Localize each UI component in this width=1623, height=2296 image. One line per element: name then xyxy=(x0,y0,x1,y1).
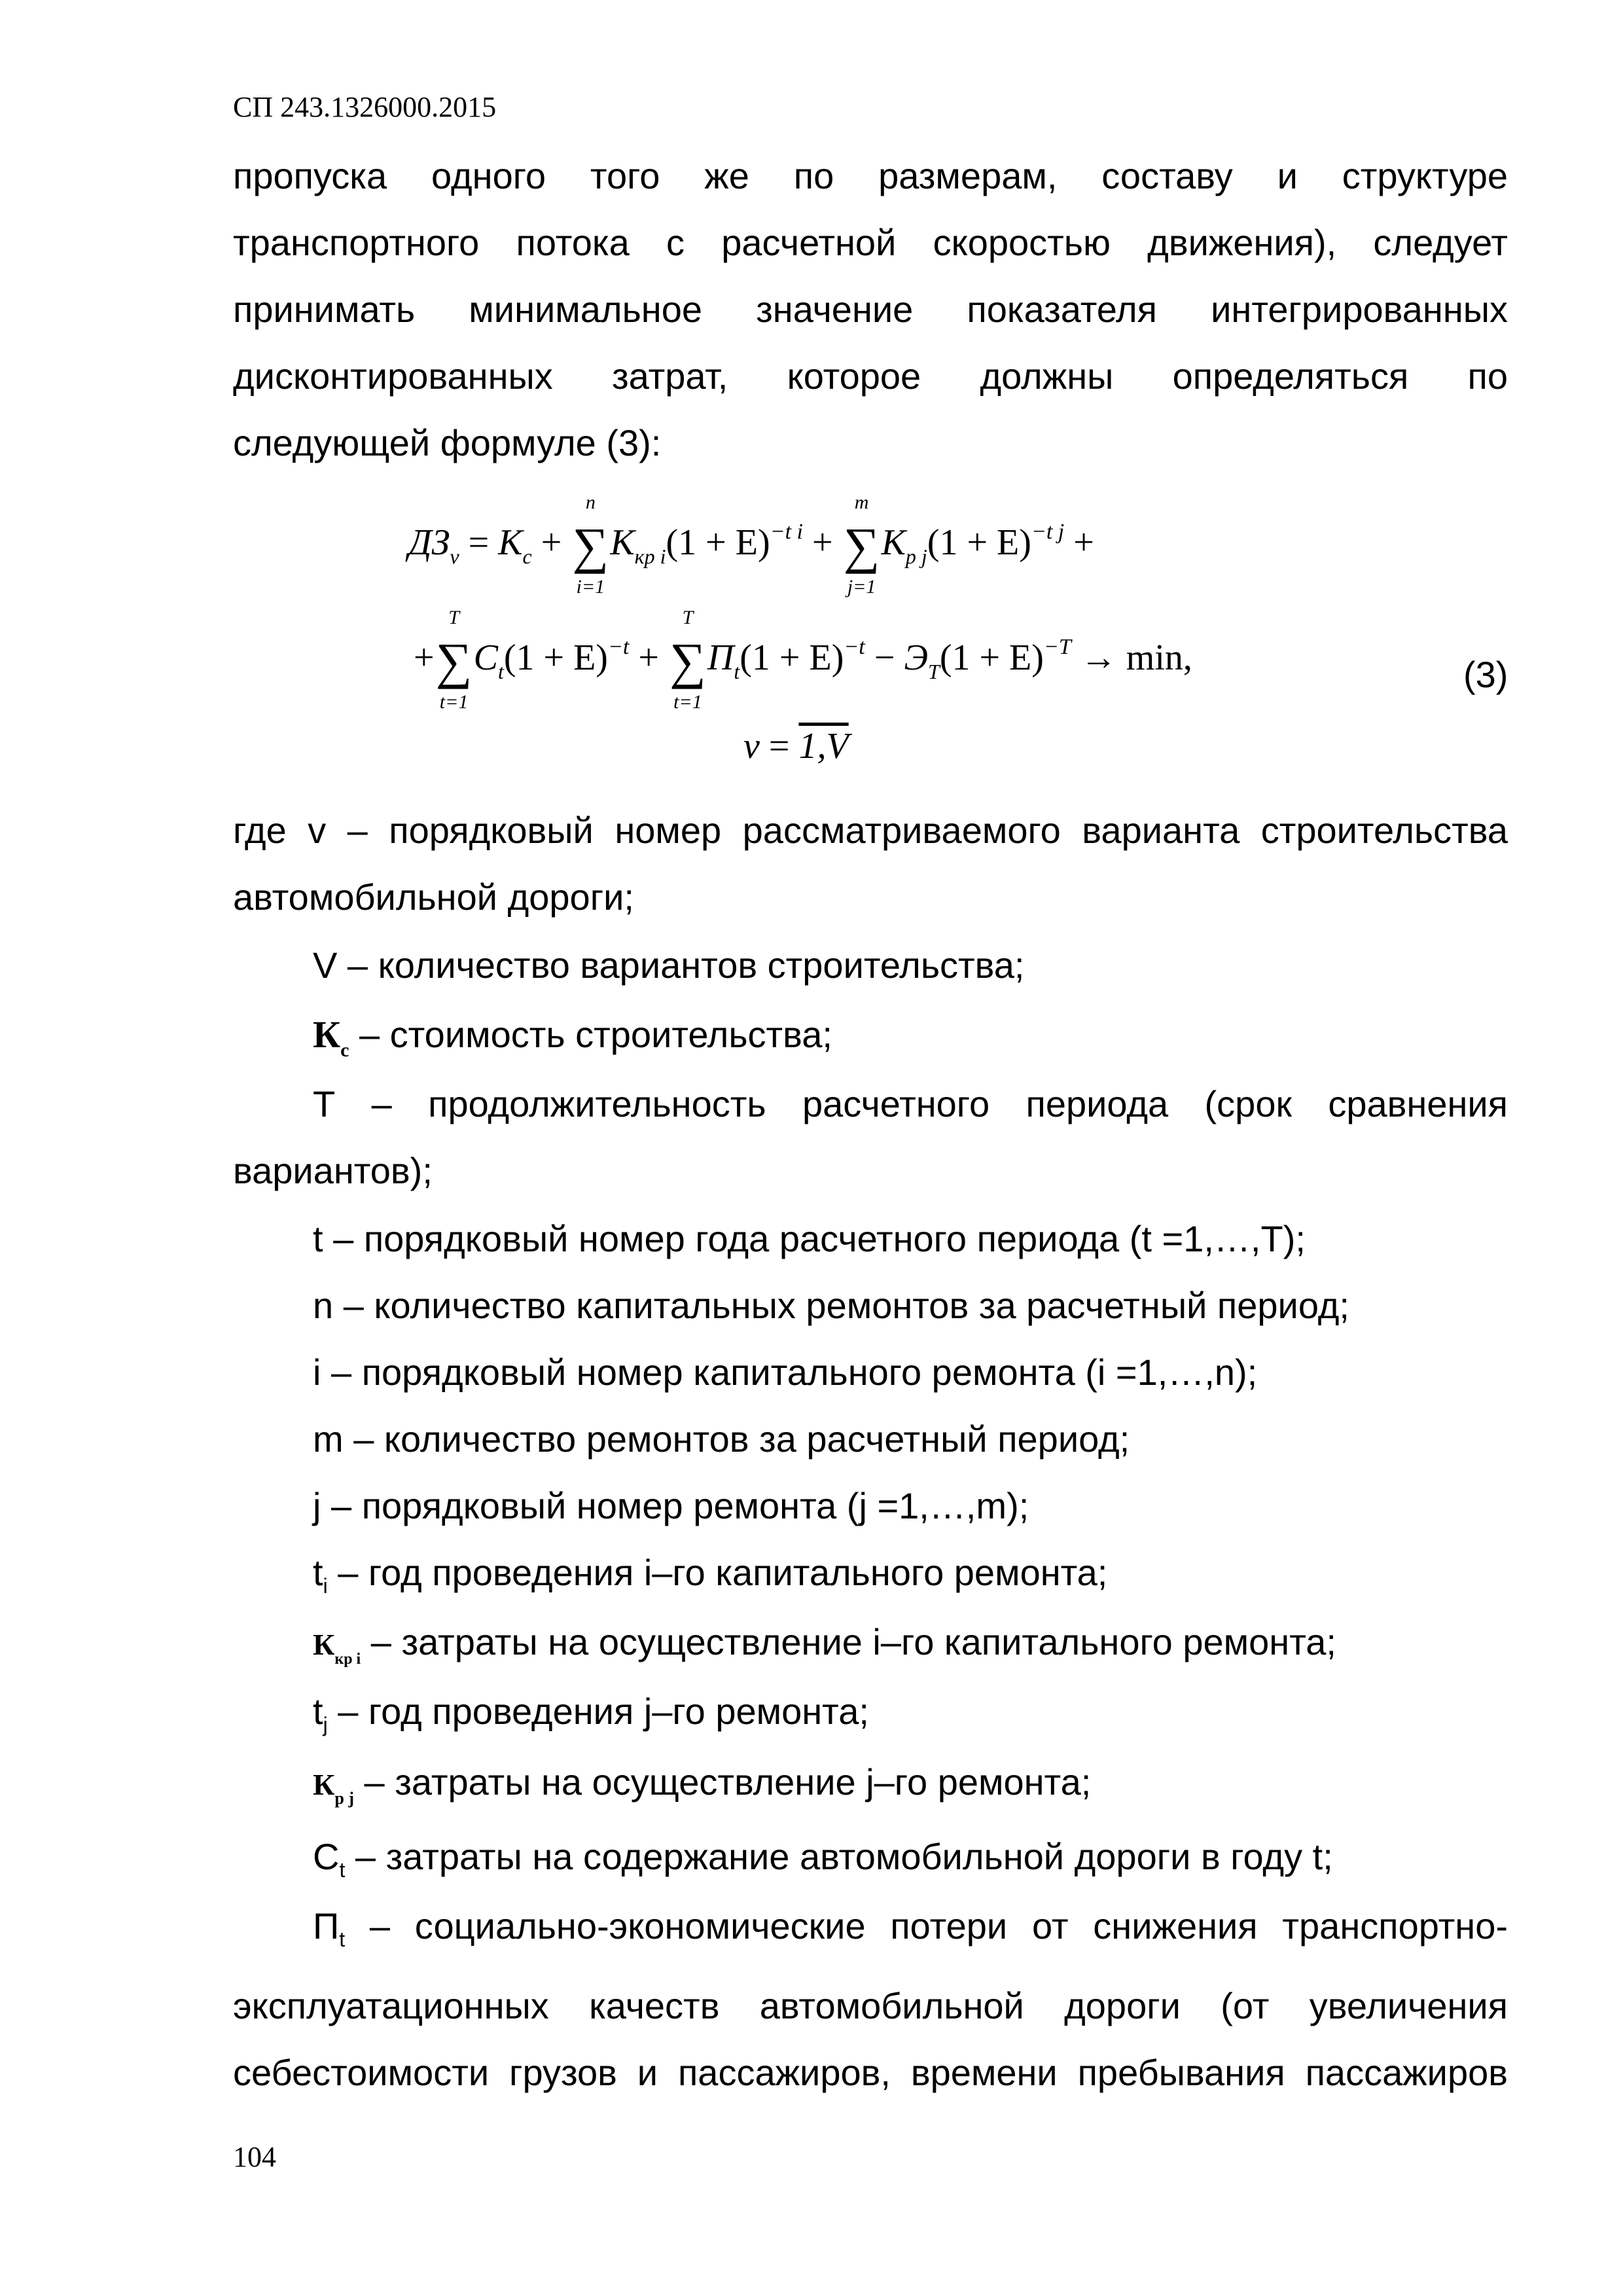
symbol-subscript: j xyxy=(323,1713,328,1736)
definition-T xyxy=(233,1071,1508,1204)
formula-subscript: t xyxy=(497,660,504,683)
formula-symbol: v xyxy=(743,726,760,766)
sum-upper-limit: m xyxy=(854,491,869,513)
symbol-subscript: t xyxy=(339,1858,346,1882)
definition-kp xyxy=(233,1749,1508,1832)
symbol-subscript: i xyxy=(323,1574,328,1598)
sum-lower-limit: t=1 xyxy=(439,691,469,713)
intro-line: следующей формуле (3): xyxy=(233,422,662,463)
formula-line-3 xyxy=(743,725,849,767)
document-code-header: СП 243.1326000.2015 xyxy=(233,91,497,123)
formula-operator: + xyxy=(531,522,571,563)
formula-operator: = xyxy=(459,522,499,563)
formula-line-1 xyxy=(408,491,1094,598)
definition-v: V – количество вариантов строительства; xyxy=(313,944,1025,986)
sum-lower-limit: j=1 xyxy=(847,575,876,598)
formula-operator: + xyxy=(1064,522,1094,563)
formula-operator: + xyxy=(414,637,435,678)
formula-term: (1 + E) xyxy=(740,637,844,678)
intro-line: пропуска одного того же по размерам, составу и структуре xyxy=(233,155,1508,196)
pt-def-first-line xyxy=(233,1893,1508,1973)
formula-symbol: K xyxy=(881,522,906,563)
formula-range: 1,V xyxy=(798,726,849,766)
formula-symbol: K xyxy=(498,522,523,563)
formula-subscript: t xyxy=(734,660,740,683)
sum-sign: m ∑ j=1 xyxy=(842,520,882,572)
definition-text: – затраты на осуществление i–го капитального ремонта; xyxy=(361,1621,1336,1662)
sum-upper-limit: T xyxy=(448,606,459,628)
symbol-main: К xyxy=(313,1628,335,1661)
formula-symbol: ДЗ xyxy=(408,522,450,563)
definition-list xyxy=(233,1206,1508,1539)
sum-lower-limit: t=1 xyxy=(673,691,702,713)
formula-term: (1 + E) xyxy=(666,522,770,563)
definition-ti xyxy=(233,1539,1508,1619)
symbol-main: К xyxy=(313,1013,341,1056)
equation-number: (3) xyxy=(1463,654,1508,695)
symbol-subscript: кр i xyxy=(334,1651,361,1668)
symbol-main: П xyxy=(313,1905,340,1946)
definition-text: – год проведения i–го капитального ремонта; xyxy=(327,1552,1108,1593)
formula-subscript: кр i xyxy=(634,545,666,568)
formula-exponent: −t j xyxy=(1031,520,1065,544)
definition-text: – стоимость строительства; xyxy=(349,1014,832,1055)
formula-subscript: p j xyxy=(905,545,927,568)
intro-paragraph xyxy=(233,143,1508,476)
sum-upper-limit: T xyxy=(682,606,694,628)
sum-sign: n ∑ i=1 xyxy=(571,520,610,572)
pt-def-line: эксплуатационных качеств автомобильной дороги (от увеличения xyxy=(233,1985,1508,2026)
formula-exponent: −t i xyxy=(770,520,803,544)
symbol-main: t xyxy=(313,1691,323,1732)
intro-line: принимать минимальное значение показателя интегрированных xyxy=(233,289,1508,330)
list-item: m – количество ремонтов за расчетный период; xyxy=(313,1418,1130,1460)
formula-symbol: П xyxy=(707,637,734,678)
formula-operator: = xyxy=(759,726,799,766)
sum-sign: T ∑ t=1 xyxy=(435,636,474,687)
formula-exponent: −T xyxy=(1043,635,1071,659)
formula-block xyxy=(0,478,1623,792)
definition-text: – год проведения j–го ремонта; xyxy=(327,1691,869,1732)
sum-sign: T ∑ t=1 xyxy=(668,636,707,687)
symbol-main: С xyxy=(313,1836,340,1877)
t-def-line: вариантов); xyxy=(233,1150,433,1191)
definition-text: – затраты на осуществление j–го ремонта; xyxy=(353,1761,1092,1803)
formula-subscript: v xyxy=(450,545,459,568)
formula-exponent: −t xyxy=(844,635,865,659)
formula-symbol: K xyxy=(610,522,635,563)
sum-lower-limit: i=1 xyxy=(576,575,605,598)
definition-text: – затраты на содержание автомобильной дороги в году t; xyxy=(345,1836,1333,1877)
list-item: i – порядковый номер капитального ремонта (i =1,…,n); xyxy=(313,1352,1258,1393)
formula-term: (1 + E) xyxy=(503,637,608,678)
symbol-subscript: t xyxy=(339,1928,346,1951)
symbol-subscript: р j xyxy=(334,1789,354,1808)
formula-operator: + xyxy=(629,637,668,678)
intro-line: транспортного потока с расчетной скоростью движения), следует xyxy=(233,222,1508,263)
formula-subscript: T xyxy=(928,660,940,683)
definition-ct xyxy=(233,1823,1508,1903)
formula-operator: → min, xyxy=(1071,637,1192,678)
list-item: n – количество капитальных ремонтов за расчетный период; xyxy=(313,1285,1349,1326)
sum-upper-limit: n xyxy=(585,491,596,513)
symbol-main: t xyxy=(313,1552,323,1593)
formula-symbol: Э xyxy=(904,637,929,678)
list-item: j – порядковый номер ремонта (j =1,…,m); xyxy=(313,1485,1029,1526)
definition-pt xyxy=(233,1893,1508,2106)
formula-line-2 xyxy=(414,606,1192,713)
t-def-line: Т – продолжительность расчетного периода (срок сравнения xyxy=(313,1083,1508,1124)
definition-tj xyxy=(233,1678,1508,1758)
symbol-main: К xyxy=(313,1768,335,1801)
formula-symbol: C xyxy=(473,637,498,678)
page-number: 104 xyxy=(233,2141,276,2173)
symbol-subscript: с xyxy=(340,1039,349,1061)
list-item: t – порядковый номер года расчетного периода (t =1,…,T); xyxy=(313,1218,1306,1259)
pt-def-line: себестоимости грузов и пассажиров, времени пребывания пассажиров xyxy=(233,2052,1508,2093)
formula-subscript: c xyxy=(522,545,532,568)
where-line: где v – порядковый номер рассматриваемого варианта строительства xyxy=(233,810,1508,851)
where-line: автомобильной дороги; xyxy=(233,876,634,918)
definition-text: – социально-экономические потери от снижения транспортно- xyxy=(345,1905,1508,1946)
formula-exponent: −t xyxy=(607,635,630,659)
formula-term: (1 + E) xyxy=(939,637,1044,678)
formula-term: (1 + E) xyxy=(927,522,1031,563)
formula-operator: + xyxy=(802,522,842,563)
intro-line: дисконтированных затрат, которое должны определяться по xyxy=(233,355,1508,397)
where-paragraph xyxy=(233,797,1508,931)
formula-operator: − xyxy=(865,637,904,678)
